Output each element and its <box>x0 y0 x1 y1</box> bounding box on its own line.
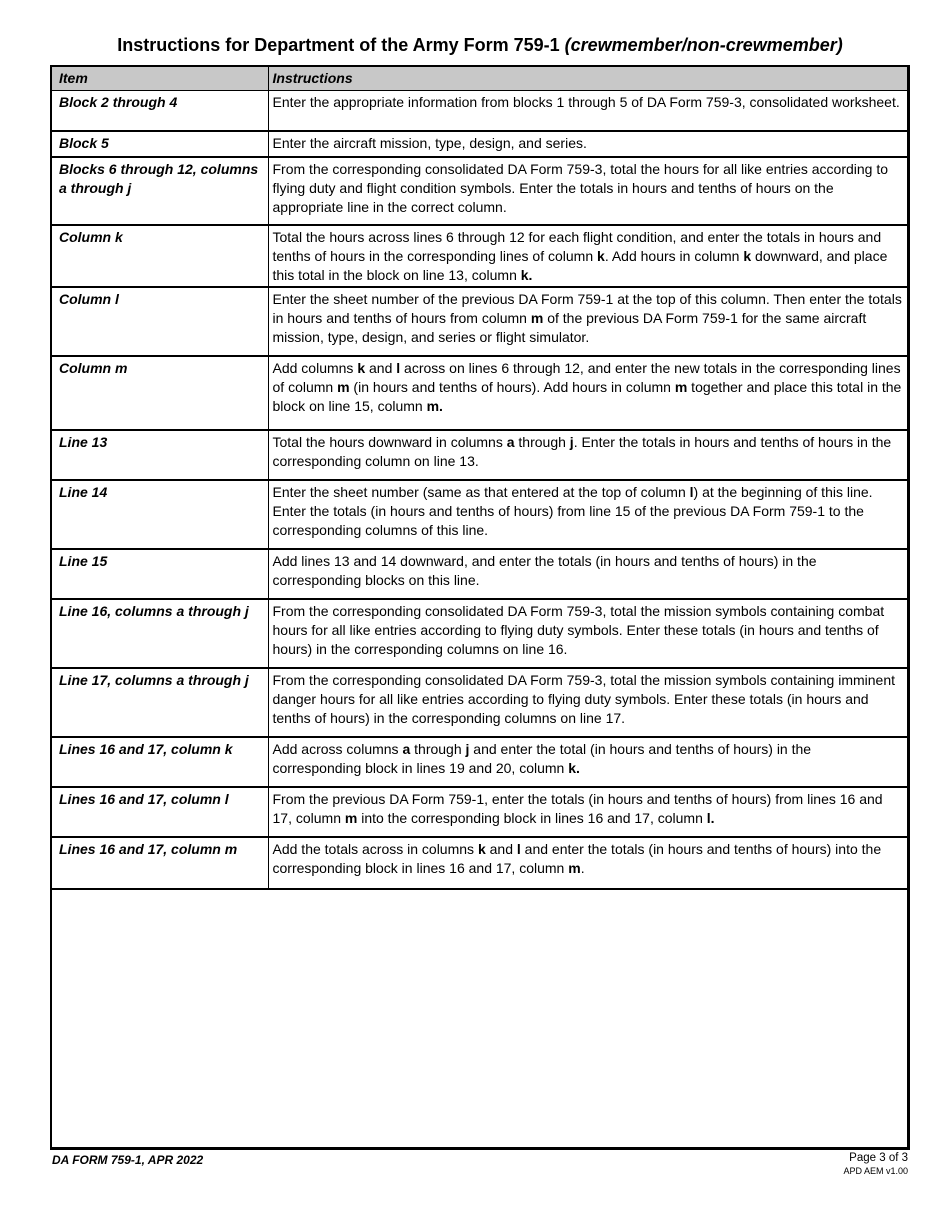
instruction-text: Add across columns <box>272 740 403 757</box>
instruction-text: Enter the appropriate information from blocks 1 through 5 of DA Form 759-3, consolidated worksheet. <box>272 94 900 110</box>
item-cell: Line 16, columns a through j <box>52 599 268 668</box>
instruction-cell <box>268 430 907 480</box>
table-row <box>52 599 907 668</box>
instruction-text: Enter the sheet number of the previous DA Form 759-1 at the top of this column. Then enter the totals in hours and tenths of hours from column <box>272 290 902 326</box>
table-row <box>52 549 907 599</box>
bold-term: l <box>396 359 401 376</box>
instruction-text: . Enter the totals in hours and tenths of hours in the corresponding column on line 13. <box>272 433 892 469</box>
table-row <box>52 430 907 480</box>
bold-term: a <box>402 740 411 757</box>
table-row <box>52 157 907 225</box>
bold-term: a <box>506 433 515 450</box>
item-cell: Blocks 6 through 12, columns a through j <box>52 157 268 225</box>
instruction-text: From the previous DA Form 759-1, enter the totals (in hours and tenths of hours) from lines 16 and 17, column <box>272 790 883 826</box>
item-cell: Line 14 <box>52 480 268 549</box>
instruction-cell <box>268 480 907 549</box>
bold-term: m. <box>426 397 443 414</box>
instruction-text: . <box>580 859 585 876</box>
bold-term: m <box>568 859 581 876</box>
item-cell: Column k <box>52 225 268 287</box>
page-number: Page 3 of 3 <box>849 1152 908 1164</box>
item-cell: Column l <box>52 287 268 356</box>
instruction-cell <box>268 599 907 668</box>
instruction-cell <box>268 737 907 787</box>
instruction-text: From the corresponding consolidated DA Form 759-3, total the mission symbols containing combat hours for all like entries according to flying duty symbols. Enter these totals (in hours and tenths of hours) in the corresponding columns on line 16. <box>272 602 885 657</box>
item-cell: Line 13 <box>52 430 268 480</box>
table-row <box>52 737 907 787</box>
table-row <box>52 837 907 889</box>
page-info <box>843 1152 908 1176</box>
table-row <box>52 225 907 287</box>
header-item: Item <box>52 67 268 91</box>
bold-term: k <box>357 359 366 376</box>
bold-term: k <box>477 840 486 857</box>
title-main: Instructions for Department of the Army Form 759-1 <box>117 35 560 55</box>
title-sub: (crewmember/non-crewmember) <box>564 35 843 55</box>
instruction-text: From the corresponding consolidated DA Form 759-3, total the mission symbols containing imminent danger hours for all like entries according to flying duty symbols. Enter these totals (in hours and tenths of hours) in the corresponding columns on line 17. <box>272 671 896 726</box>
instruction-text: Enter the aircraft mission, type, design, and series. <box>272 134 587 151</box>
instruction-text: ) at the beginning of this line. Enter the totals (in hours and tenths of hours) from line 15 of the previous DA Form 759-1 to the corresponding columns of this line. <box>272 483 873 538</box>
table-row <box>52 356 907 430</box>
instruction-cell <box>268 549 907 599</box>
bold-term: l <box>516 840 521 857</box>
item-cell: Lines 16 and 17, column l <box>52 787 268 837</box>
form-number: DA FORM 759-1, APR 2022 <box>52 1153 204 1167</box>
item-cell: Line 17, columns a through j <box>52 668 268 737</box>
instruction-text: downward, and place this total in the block on line 13, column <box>272 247 888 283</box>
instruction-cell <box>268 787 907 837</box>
item-cell: Line 15 <box>52 549 268 599</box>
table-row <box>52 480 907 549</box>
item-cell: Column m <box>52 356 268 430</box>
bold-term: j <box>465 740 470 757</box>
instruction-text: of the previous DA Form 759-1 for the same aircraft mission, type, design, and series or flight simulator. <box>272 309 867 345</box>
version: APD AEM v1.00 <box>843 1166 908 1176</box>
instruction-text: Add lines 13 and 14 downward, and enter the totals (in hours and tenths of hours) in the corresponding blocks on this line. <box>272 552 817 588</box>
table-row <box>52 131 907 157</box>
instruction-text: Total the hours downward in columns <box>272 433 507 450</box>
instruction-cell <box>268 157 907 225</box>
instruction-cell <box>268 225 907 287</box>
instruction-cell <box>268 131 907 157</box>
instruction-text: into the corresponding block in lines 16 and 17, column <box>357 809 707 826</box>
instructions-table <box>52 67 907 890</box>
bold-term: l. <box>706 809 715 826</box>
bold-term: j <box>569 433 574 450</box>
item-cell: Block 2 through 4 <box>52 91 268 131</box>
instruction-text: through <box>410 740 466 757</box>
bold-term: k <box>597 247 605 264</box>
instruction-text: and <box>365 359 397 376</box>
instruction-text: (in hours and tenths of hours). Add hours in column <box>349 378 675 395</box>
bold-term: m <box>344 809 358 826</box>
instruction-cell <box>268 287 907 356</box>
bold-term: l <box>689 483 694 500</box>
instruction-text: and enter the totals (in hours and tenths of hours) into the corresponding block in lines 16 and 17, column <box>272 840 882 876</box>
table-row <box>52 91 907 131</box>
item-cell: Lines 16 and 17, column k <box>52 737 268 787</box>
instruction-text: across on lines 6 through 12, and enter the new totals in the corresponding lines of column <box>272 359 901 395</box>
instruction-cell <box>268 668 907 737</box>
item-cell: Lines 16 and 17, column m <box>52 837 268 889</box>
instruction-cell <box>268 837 907 889</box>
item-cell: Block 5 <box>52 131 268 157</box>
instruction-text: and enter the total (in hours and tenths of hours) in the corresponding block in lines 19 and 20, column <box>272 740 812 776</box>
instruction-text: together and place this total in the block on line 15, column <box>272 378 902 414</box>
instruction-cell <box>268 91 907 131</box>
instruction-text: and <box>485 840 517 857</box>
instruction-text: Enter the sheet number (same as that entered at the top of column <box>272 483 690 500</box>
instructions-frame <box>50 65 910 1150</box>
page-title <box>0 35 950 56</box>
table-row <box>52 668 907 737</box>
bold-term: k. <box>520 266 533 283</box>
bold-term: m <box>674 378 688 395</box>
table-row <box>52 787 907 837</box>
bold-term: m <box>337 378 350 395</box>
instruction-cell <box>268 356 907 430</box>
instruction-text: Add the totals across in columns <box>272 840 478 857</box>
bold-term: m <box>530 309 544 326</box>
instruction-text: Add columns <box>272 359 358 376</box>
bold-term: k. <box>568 759 580 776</box>
bold-term: k <box>743 247 752 264</box>
table-row <box>52 287 907 356</box>
instruction-text: From the corresponding consolidated DA Form 759-3, total the hours for all like entries according to flying duty and flight condition symbols. Enter the totals in hours and tenths of hours on the appropriate line in the correct column. <box>272 160 889 215</box>
table-header <box>52 67 907 91</box>
header-instructions: Instructions <box>268 67 907 91</box>
instruction-text: . Add hours in column <box>604 247 744 264</box>
instruction-text: Total the hours across lines 6 through 12 for each flight condition, and enter the totals in hours and tenths of hours in the corresponding lines of column <box>272 228 882 264</box>
instruction-text: through <box>514 433 570 450</box>
